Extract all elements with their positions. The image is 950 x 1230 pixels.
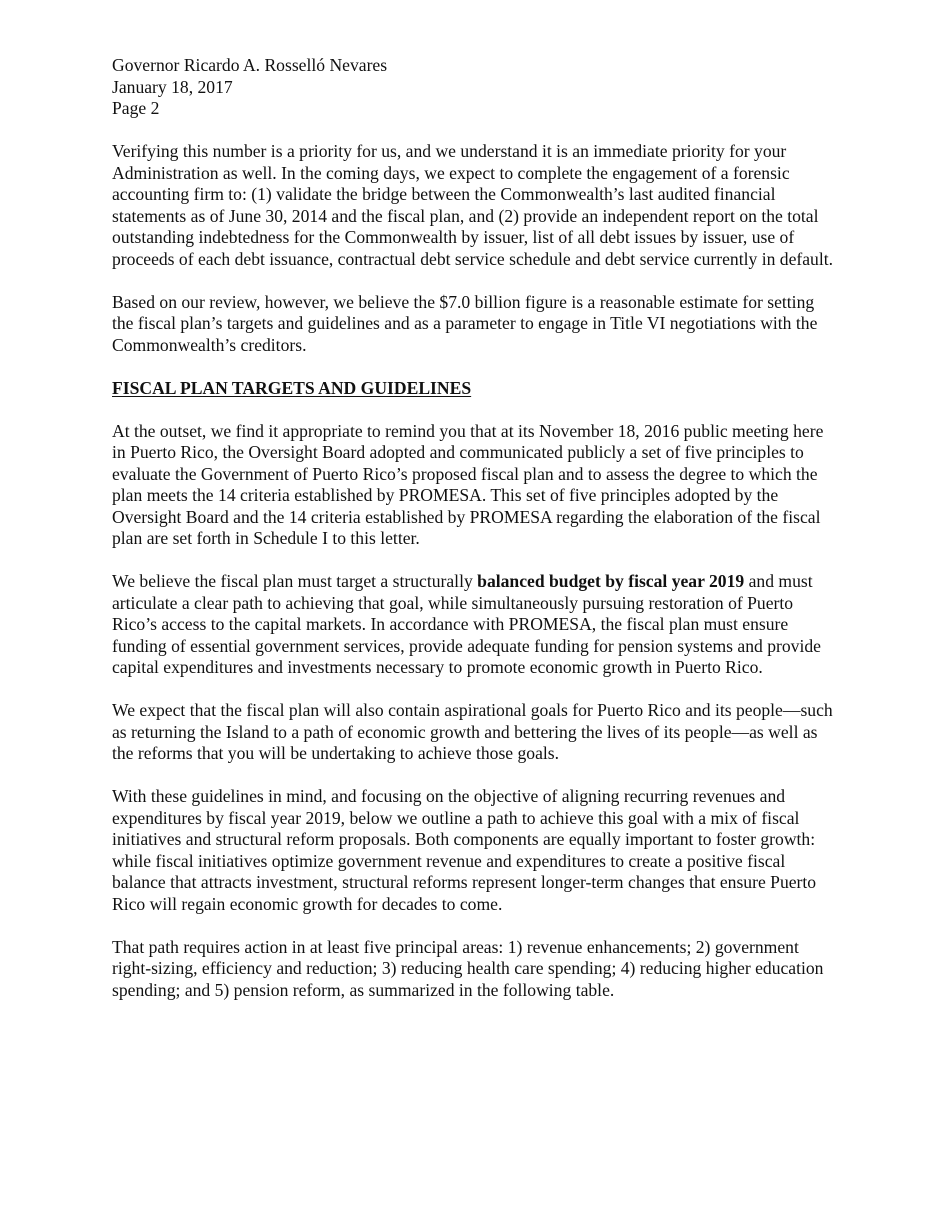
paragraph-guidelines-path: With these guidelines in mind, and focusing on the objective of aligning recurring revenues and expenditures by fiscal year 2019, below we outline a path to achieve this goal with a mix of fiscal initiatives and structural reform proposals. Both components are equally important to foster growth: while fiscal initiatives optimize government revenue and expenditures to create a positive fiscal balance that attracts investment, structural reforms represent longer-term changes that ensure Puerto Rico will regain economic growth for decades to come. — [112, 786, 817, 914]
letter-date: January 18, 2017 — [112, 76, 233, 97]
paragraph-text-lead: We believe the fiscal plan must target a structurally — [112, 571, 478, 591]
recipient-name: Governor Ricardo A. Rosselló Nevares — [112, 55, 388, 75]
paragraph-estimate: Based on our review, however, we believe the $7.0 billion figure is a reasonable estimate for setting the fiscal plan’s targets and guidelines and as a parameter to engage in Title VI negotiations with the Commonwealth’s creditors. — [112, 291, 818, 355]
paragraph-balanced-budget — [112, 571, 837, 679]
paragraph-aspirational-goals: We expect that the fiscal plan will also contain aspirational goals for Puerto Rico and its people—such as returning the Island to a path of economic growth and bettering the lives of its people—as well as the reforms that you will be undertaking to achieve those goals. — [112, 700, 833, 763]
page-number: Page 2 — [112, 98, 160, 118]
paragraph-verification: Verifying this number is a priority for us, and we understand it is an immediate priority for your Administration as well. In the coming days, we expect to complete the engagement of a forensic accounting firm to: (1) validate the bridge between the Commonwealth’s last audited financial statements as of June 30, 2014 and the fiscal plan, and (2) provide an independent report on the total outstanding indebtedness for the Commonwealth by issuer, list of all debt issues by issuer, use of proceeds of each debt issuance, contractual debt service schedule and debt service currently in default. — [112, 141, 834, 269]
section-heading: FISCAL PLAN TARGETS AND GUIDELINES — [112, 377, 472, 398]
paragraph-principles: At the outset, we find it appropriate to remind you that at its November 18, 2016 public meeting here in Puerto Rico, the Oversight Board adopted and communicated publicly a set of five principles to evaluate the Government of Puerto Rico’s proposed fiscal plan and to assess the degree to which the plan meets the 14 criteria established by PROMESA. This set of five principles adopted by the Oversight Board and the 14 criteria established by PROMESA regarding the elaboration of the fiscal plan are set forth in Schedule I to this letter. — [112, 420, 824, 548]
letter-header — [112, 55, 837, 120]
letter-page — [112, 55, 837, 1001]
bold-phrase: balanced budget by fiscal year 2019 — [477, 571, 745, 591]
paragraph-text-tail: and must articulate a clear path to achieving that goal, while simultaneously pursuing restoration of Puerto Rico’s access to the capital markets. In accordance with PROMESA, the fiscal plan must ensure funding of essential government services, provide adequate funding for pension systems and provide capital expenditures and investments necessary to promote economic growth in Puerto Rico. — [112, 571, 821, 677]
paragraph-principal-areas: That path requires action in at least five principal areas: 1) revenue enhancements; 2) government right-sizing, efficiency and reduction; 3) reducing health care spending; 4) reducing higher education spending; and 5) pension reform, as summarized in the following table. — [112, 936, 824, 1000]
